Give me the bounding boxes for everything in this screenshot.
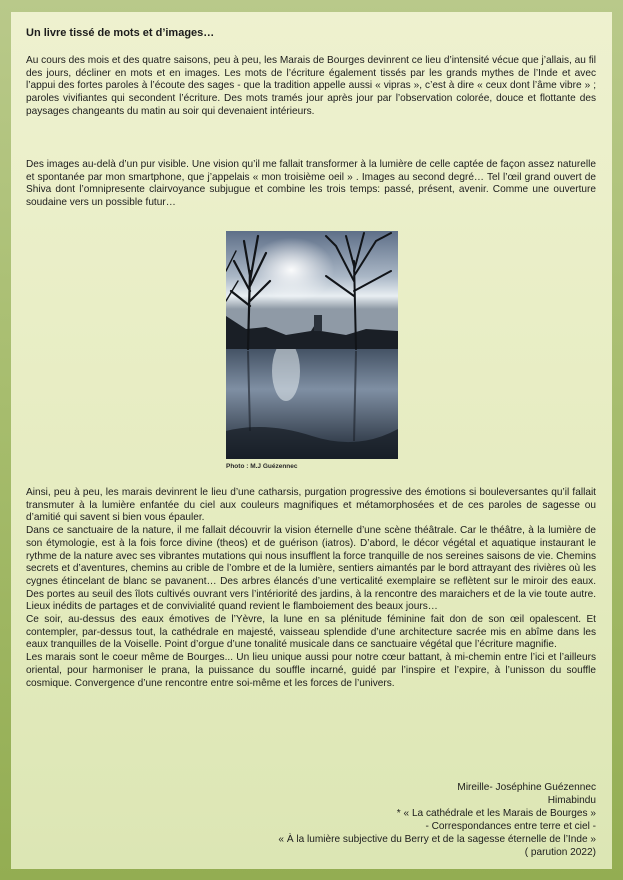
book-title: * « La cathédrale et les Marais de Bourges » — [396, 807, 596, 819]
author-alias: Himabindu — [547, 794, 596, 806]
photo-marais-trees-water-icon — [226, 231, 398, 459]
photo-caption: Photo : M.J Guézennec — [226, 463, 298, 470]
author-name: Mireille- Joséphine Guézennec — [457, 782, 596, 793]
book-subtitle: - Correspondances entre terre et ciel - — [425, 820, 596, 832]
paragraph-intro: Au cours des mois et des quatre saisons, peu à peu, les Marais de Bourges devinrent ce lieu d’intensité vécue que j’allais, au fil des jours, décliner en mots et en images. Les mots de l’écriture également tissés par les grands mythes de l’Inde et avec l’appui des fortes paroles à l’écoute des sages - que la tradition appelle aussi « vipras », c’est à dire « ceux dont l’âme vibre » ; paroles vivifiantes qui secondent l’écriture. Des mots tramés jour après jour par l’observation colorée, douce et flottante des paysages changeants du matin au soir qui devenaient intérieurs. — [26, 55, 596, 117]
signature-block — [278, 782, 596, 859]
publication-year: ( parution 2022) — [524, 846, 596, 858]
book-tagline: « À la lumière subjective du Berry et de la sagesse éternelle de l’Inde » — [278, 833, 596, 845]
paragraph-coeur: Les marais sont le coeur même de Bourges... Un lieu unique aussi pour notre cœur battant, à mi-chemin entre l’ici et l’ailleurs oriental, pour harmoniser le prana, la puissance du souffle incarné, guidé par l’inspire et l’expire, à l’unisson du souffle cosmique. Convergence d’une rencontre entre soi-même et les forces de l’univers. — [26, 652, 596, 689]
page-panel — [11, 12, 612, 869]
paragraph-soir: Ce soir, au-dessus des eaux émotives de l’Yèvre, la lune en sa plénitude féminine fait don de son œil opalescent. Et contempler, par-dessus tout, la cathédrale en majesté, vaisseau splendide d’une architecture sacrée mis en abîme dans les eaux tranquilles de la Voiselle. Point d’orgue d’une tonalité musicale dans ce sanctuaire végétal que l’écriture magnifie. — [26, 614, 596, 651]
paragraph-sanctuaire: Dans ce sanctuaire de la nature, il me fallait découvrir la vision éternelle d’une scène théâtrale. Car le théâtre, à la lumière de son étymologie, est à la fois force divine (theos) et de guérison (iatros). D’abord, le décor végétal et aquatique instaurant le rythme de la nature avec ses vibrantes mutations qui nous insufflent la force tranquille de nos sereines saisons de vie. Chemins secrets et d’aventures, chemins au crible de l’ombre et de la lumière, sentiers aimantés par le bord attrayant des rivières où les cygnes étincelant de blanc se pavanent… Des arbres élancés d’une verticalité exemplaire se reflètent sur le miroir des eaux. Des portes au seuil des îlots cultivés ouvrant vers l’intériorité des jardins, à la rencontre des maraichers et de la vie toute autre. Lieux inédits de partages et de convivialité quand revient le flamboiement des beaux jours… — [26, 525, 596, 613]
paragraph-block — [26, 487, 596, 690]
paragraph-catharsis: Ainsi, peu à peu, les marais devinrent le lieu d’une catharsis, purgation progressive des émotions si bouleversantes qu’il fallait transmuter à la lumière enfantée du ciel aux couleurs magnifiques et métamorphosées et de ces paroles de sagesse ou d’amitié qui savent si bien vous épauler. — [26, 487, 596, 524]
marais-photo — [226, 231, 398, 459]
page-title: Un livre tissé de mots et d’images… — [26, 27, 215, 39]
paragraph-images: Des images au-delà d’un pur visible. Une vision qu’il me fallait transformer à la lumière de celle captée de façon assez naturelle et spontanée par mon smartphone, que j’appelais « mon troisième oeil » . Images au second degré… Tel l’œil grand ouvert de Shiva dont l’omnipresente clairvoyance subjugue et combine les trois temps: passé, présent, avenir. Comme une ouverture soudaine vers un possible futur… — [26, 159, 596, 209]
